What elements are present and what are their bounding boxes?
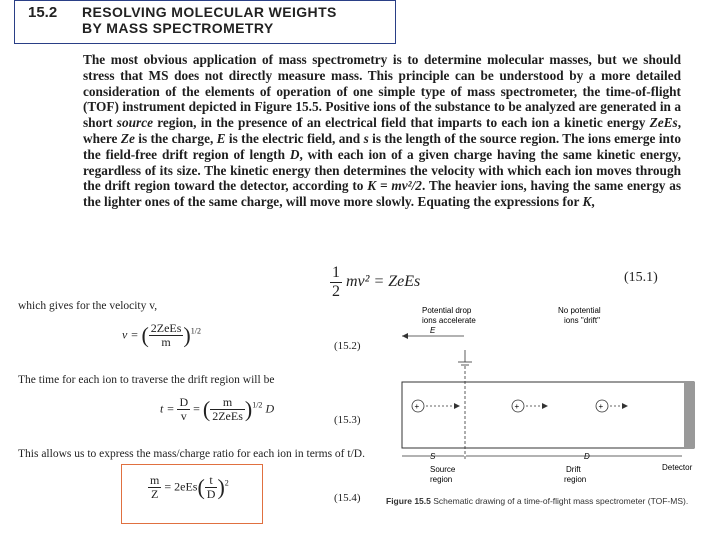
fig-e-arrowhead-left <box>402 333 408 339</box>
eq2-frac-num: 2ZeEs <box>150 321 182 335</box>
body-term-ze: Ze <box>120 130 135 146</box>
text-mass-charge-intro: This allows us to express the mass/charge ratio for each ion in terms of t/D. <box>18 448 365 460</box>
equation-15-2: v = ( $\frac{\text{2ZeEs}}{m}$ )$^{1/2}$ <box>122 321 201 350</box>
fig-ion-2 <box>512 400 548 412</box>
section-title-line2: BY MASS SPECTROMETRY <box>82 20 274 36</box>
body-term-e: E <box>216 130 226 146</box>
eq4-f1-num: m <box>150 473 160 487</box>
text-time-intro: The time for each ion to traverse the drift region will be <box>18 374 275 386</box>
eq4-fraction-2 <box>205 474 218 501</box>
eq2-frac-den: m <box>161 335 171 350</box>
tof-ms-diagram <box>398 300 704 520</box>
body-text-9: , <box>591 194 595 210</box>
body-term-d: D <box>289 146 300 162</box>
body-text-3: , where <box>83 115 682 146</box>
fig-label-no-potential: No potential <box>558 306 601 315</box>
eq4-mid: = 2eEs <box>164 479 198 494</box>
equation-15-1-number: (15.1) <box>624 270 658 285</box>
eq3-fraction-1 <box>177 396 190 423</box>
body-text-5: is the electric field, and <box>225 130 364 146</box>
fig-label-drift-region-2: region <box>564 475 587 484</box>
fig-label-ions-drift: ions "drift" <box>564 316 600 325</box>
eq3-f2-den: 2ZeEs <box>212 409 243 424</box>
body-term-k: K <box>582 194 592 210</box>
body-text-7: , with each ion of a given charge having the same kinetic energy, regardless of its size. The kinetic energy then determines the velocity with which each ion moves through the drift region toward the detector, according to <box>83 146 681 194</box>
section-title-line1: RESOLVING MOLECULAR WEIGHTS <box>82 4 337 20</box>
body-text-8: . The heavier ions, having the same energy as the lighter ones of the same charge, will move more slowly. Equating the expressions for <box>83 178 682 210</box>
eq1-frac-num: 1 <box>332 264 340 281</box>
figure-caption-text: Schematic drawing of a time-of-flight mass spectrometer (TOF-MS). <box>433 496 689 506</box>
svg-text:+: + <box>514 402 520 411</box>
fig-label-source-region-1: Source <box>430 465 456 474</box>
body-term-s: s <box>363 130 369 146</box>
eq3-tail: D <box>265 401 275 416</box>
eq4-f1-den: Z <box>151 487 159 502</box>
equation-15-4: $\frac{m}{Z}$ = 2eEs( $\frac{t}{D}$ )$^2$ <box>150 473 229 502</box>
fig-label-s: S <box>430 452 436 461</box>
svg-text:+: + <box>598 402 604 411</box>
fig-tube <box>402 382 694 448</box>
eq3-lhs: t = <box>160 401 175 416</box>
text-velocity-intro: which gives for the velocity v, <box>18 300 158 312</box>
eq3-exponent: 1/2 <box>252 400 263 410</box>
eq2-exponent: 1/2 <box>190 326 201 336</box>
fig-label-d: D <box>584 452 590 461</box>
fig-label-detector: Detector <box>662 463 693 472</box>
equation-15-2-number: (15.2) <box>334 340 361 352</box>
body-text-6: is the length of the source region. The ions emerge into the field-free drift region of length <box>83 130 681 162</box>
eq2-fraction <box>149 322 184 349</box>
section-number: 15.2 <box>28 4 58 21</box>
fig-label-potential-drop: Potential drop <box>422 306 472 315</box>
body-text-1: The most obvious application of mass spectrometry is to determine molecular masses, but we should stress that MS does not directly measure mass. This principle can be understood by a more detailed consideration of the elements of operation of one simple type of mass spectrometer, the time-of-flight (TOF) instrument depicted in Figure 15.5. Positive ions of the substance to be analyzed are generated in a short <box>83 52 681 131</box>
fig-ion-1 <box>412 400 460 412</box>
body-term-zees: ZeEs <box>649 115 678 131</box>
eq3-equals: = <box>193 401 200 416</box>
body-paragraph <box>83 52 681 210</box>
eq4-fraction-1 <box>148 474 161 501</box>
fig-label-drift-region-1: Drift <box>566 465 581 474</box>
eq4-exponent: 2 <box>224 478 229 488</box>
fig-label-e: E <box>430 326 436 335</box>
eq1-frac-den: 2 <box>332 282 340 300</box>
eq3-f1-den: v <box>180 409 187 424</box>
figure-caption <box>386 496 688 506</box>
eq1-expression: mv² = ZeEs <box>346 272 421 290</box>
figure-caption-label: Figure 15.5 <box>386 496 431 506</box>
eq1-half-fraction <box>330 264 342 300</box>
equation-15-3-number: (15.3) <box>334 414 361 426</box>
body-text-4: is the charge, <box>134 130 217 146</box>
eq3-fraction-2 <box>210 396 245 423</box>
body-term-source: source <box>116 115 153 131</box>
eq4-f2-den: D <box>206 487 216 502</box>
eq4-f2-num: t <box>205 474 218 488</box>
svg-text:+: + <box>414 402 420 411</box>
fig-label-ions-accelerate: ions accelerate <box>422 316 476 325</box>
equation-15-1 <box>330 264 420 300</box>
eq3-f2-num: m <box>210 396 245 410</box>
body-text-2: region, in the presence of an electrical field that imparts to each ion a kinetic energy <box>153 115 650 131</box>
fig-ion-3 <box>596 400 628 412</box>
body-term-k-eq: K = mv²/2 <box>367 178 422 194</box>
equation-15-4-number: (15.4) <box>334 492 361 504</box>
eq2-lhs: v = <box>122 327 139 342</box>
equation-15-3: t = $\frac{D}{v}$ = ( $\frac{m}{\text{2ZeEs}}$ )$^{1/2}$ D <box>160 395 275 424</box>
eq3-f1-num: D <box>179 395 189 409</box>
fig-detector-plate <box>684 382 694 448</box>
fig-label-source-region-2: region <box>430 475 453 484</box>
